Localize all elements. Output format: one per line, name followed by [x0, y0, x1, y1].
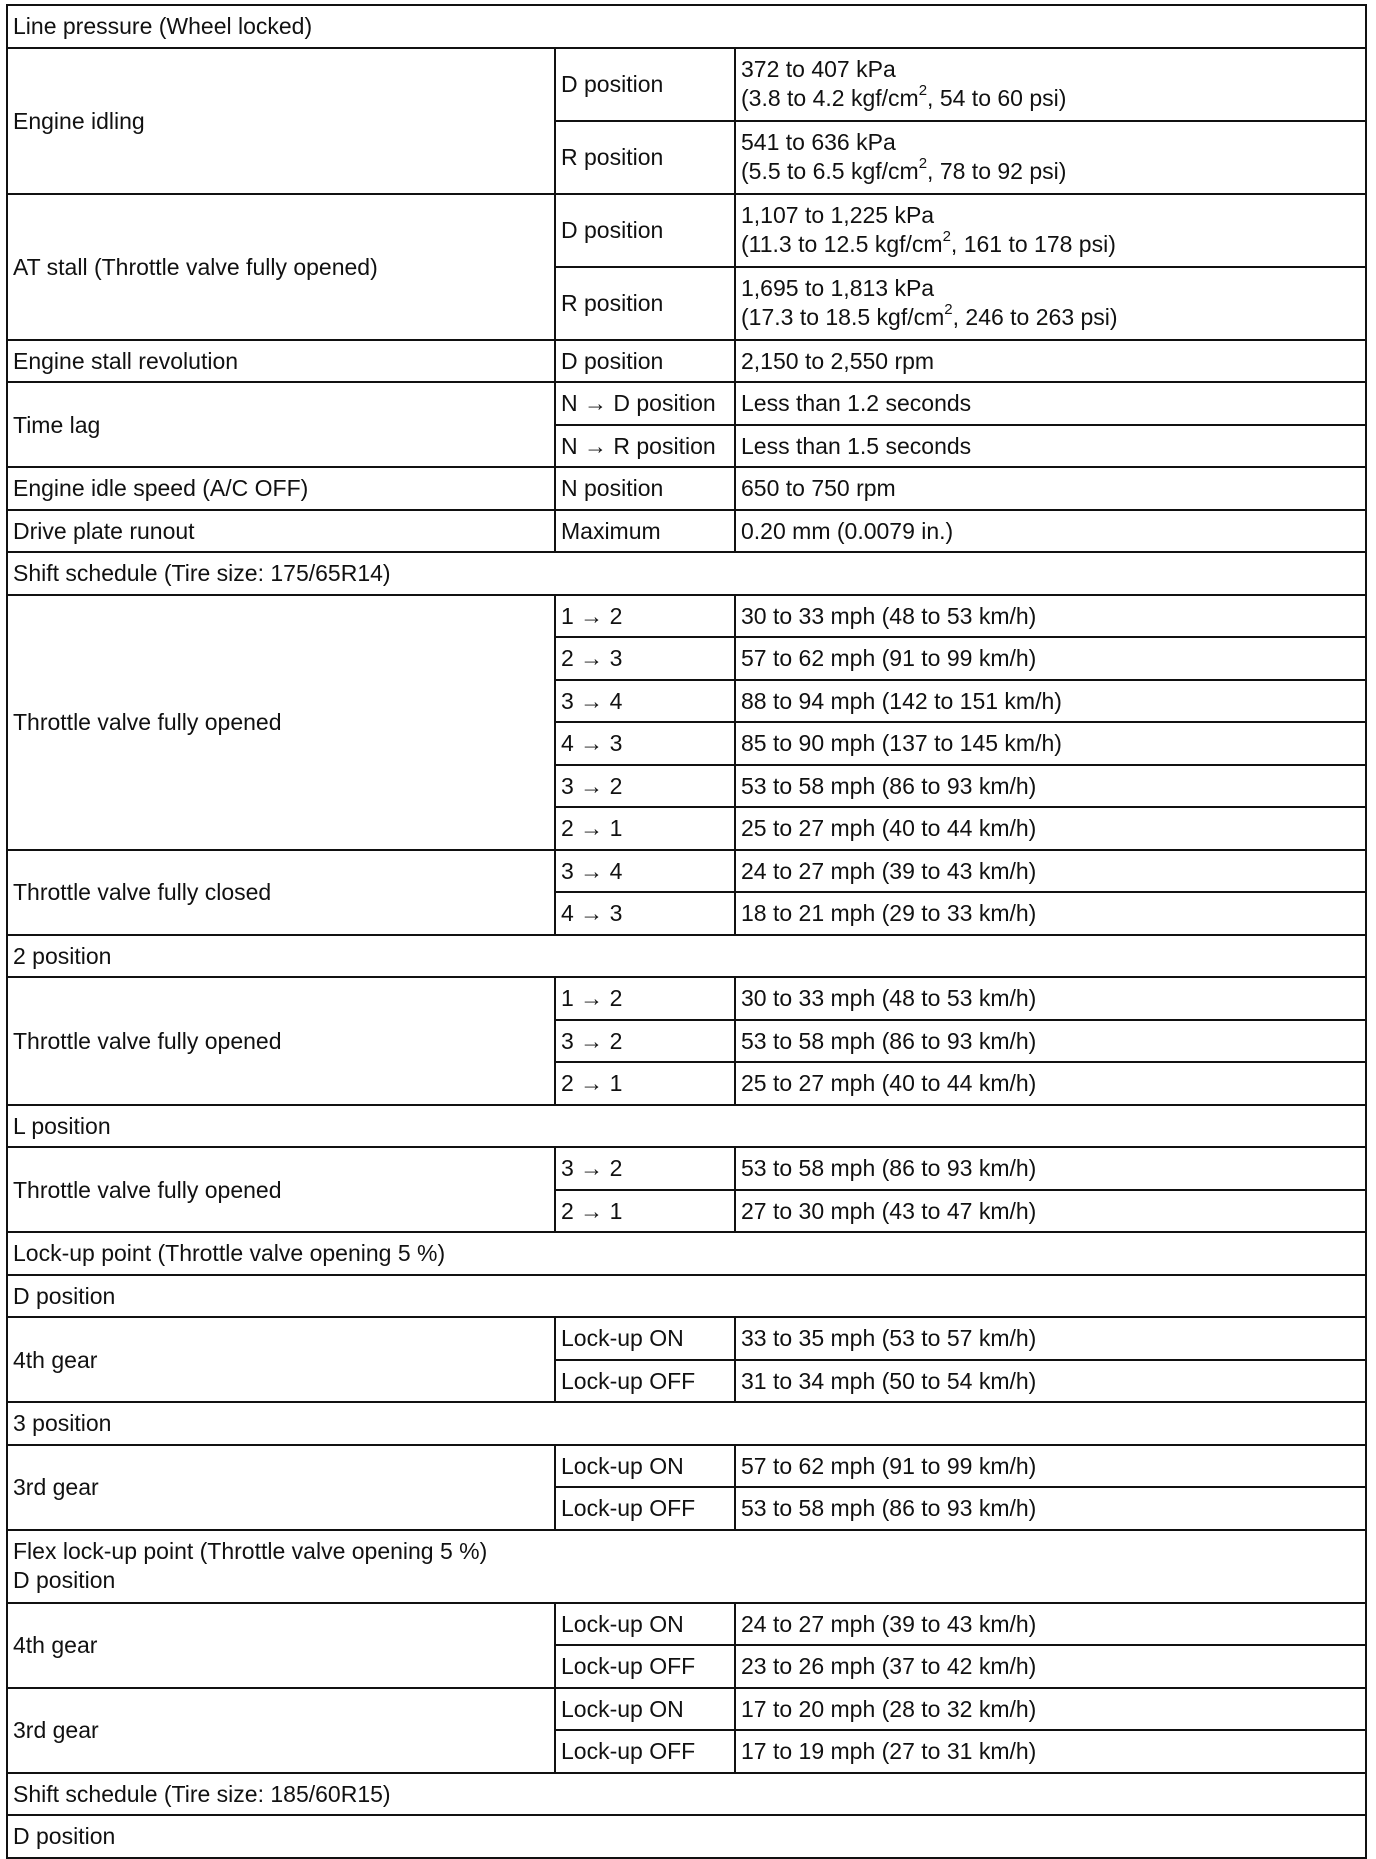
- row-label: Drive plate runout: [7, 510, 555, 553]
- value-line: 1,107 to 1,225 kPa: [741, 202, 935, 228]
- value-part: , 246 to 263 psi): [952, 304, 1118, 330]
- value-cell: 18 to 21 mph (29 to 33 km/h): [735, 892, 1366, 935]
- row-label: Engine idle speed (A/C OFF): [7, 467, 555, 510]
- table-row: [7, 552, 1366, 595]
- shift-cell: 3 → 4: [555, 850, 735, 893]
- table-row: [7, 1147, 1366, 1190]
- row-label: Throttle valve fully opened: [7, 595, 555, 850]
- table-row: [7, 1317, 1366, 1360]
- value-cell: [735, 194, 1366, 267]
- section-header: Shift schedule (Tire size: 175/65R14): [7, 552, 1366, 595]
- value-part: (11.3 to 12.5 kgf/cm: [741, 231, 943, 257]
- table-row: [7, 1232, 1366, 1275]
- state-cell: Lock-up OFF: [555, 1487, 735, 1530]
- shift-cell: 1 → 2: [555, 595, 735, 638]
- row-label: Throttle valve fully opened: [7, 977, 555, 1105]
- value-line: [741, 230, 1360, 259]
- condition-cell: D position: [555, 340, 735, 383]
- table-row: [7, 595, 1366, 638]
- state-cell: Lock-up ON: [555, 1603, 735, 1646]
- shift-cell: 3 → 2: [555, 765, 735, 808]
- value-cell: [735, 48, 1366, 121]
- value-cell: 53 to 58 mph (86 to 93 km/h): [735, 1147, 1366, 1190]
- value-cell: 17 to 19 mph (27 to 31 km/h): [735, 1730, 1366, 1773]
- value-line: 1,695 to 1,813 kPa: [741, 275, 935, 301]
- value-cell: 2,150 to 2,550 rpm: [735, 340, 1366, 383]
- section-header: Lock-up point (Throttle valve opening 5 %): [7, 1232, 1366, 1275]
- shift-cell: 3 → 2: [555, 1147, 735, 1190]
- section-header: D position: [7, 1815, 1366, 1858]
- value-cell: 24 to 27 mph (39 to 43 km/h): [735, 1603, 1366, 1646]
- table-row: [7, 1402, 1366, 1445]
- value-cell: 53 to 58 mph (86 to 93 km/h): [735, 1487, 1366, 1530]
- value-line: [741, 303, 1360, 332]
- superscript: 2: [918, 82, 928, 100]
- table-row: [7, 1773, 1366, 1816]
- value-cell: Less than 1.2 seconds: [735, 382, 1366, 425]
- superscript: 2: [918, 155, 928, 173]
- shift-cell: 2 → 1: [555, 807, 735, 850]
- section-header: 2 position: [7, 935, 1366, 978]
- condition-cell: N → R position: [555, 425, 735, 468]
- table-row: [7, 382, 1366, 425]
- row-label: Engine idling: [7, 48, 555, 194]
- state-cell: Lock-up ON: [555, 1688, 735, 1731]
- value-cell: 24 to 27 mph (39 to 43 km/h): [735, 850, 1366, 893]
- value-cell: 85 to 90 mph (137 to 145 km/h): [735, 722, 1366, 765]
- condition-cell: N → D position: [555, 382, 735, 425]
- value-part: , 78 to 92 psi): [927, 158, 1067, 184]
- value-cell: 88 to 94 mph (142 to 151 km/h): [735, 680, 1366, 723]
- section-header-line: Flex lock-up point (Throttle valve opening 5 %): [13, 1538, 488, 1564]
- table-row: [7, 510, 1366, 553]
- row-label: Time lag: [7, 382, 555, 467]
- table-row: [7, 850, 1366, 893]
- table-row: [7, 1815, 1366, 1858]
- superscript: 2: [944, 301, 953, 319]
- row-label: 4th gear: [7, 1317, 555, 1402]
- row-label: Throttle valve fully closed: [7, 850, 555, 935]
- row-label: AT stall (Throttle valve fully opened): [7, 194, 555, 340]
- value-cell: 57 to 62 mph (91 to 99 km/h): [735, 637, 1366, 680]
- value-cell: 30 to 33 mph (48 to 53 km/h): [735, 977, 1366, 1020]
- section-header: Line pressure (Wheel locked): [7, 5, 1366, 48]
- value-cell: 31 to 34 mph (50 to 54 km/h): [735, 1360, 1366, 1403]
- state-cell: Lock-up OFF: [555, 1645, 735, 1688]
- value-cell: 17 to 20 mph (28 to 32 km/h): [735, 1688, 1366, 1731]
- value-part: (17.3 to 18.5 kgf/cm: [741, 304, 945, 330]
- value-cell: 30 to 33 mph (48 to 53 km/h): [735, 595, 1366, 638]
- state-cell: Lock-up OFF: [555, 1360, 735, 1403]
- value-part: , 161 to 178 psi): [950, 231, 1116, 257]
- condition-cell: D position: [555, 194, 735, 267]
- section-header: 3 position: [7, 1402, 1366, 1445]
- table-row: [7, 977, 1366, 1020]
- table-row: [7, 467, 1366, 510]
- table-row: [7, 340, 1366, 383]
- value-part: , 54 to 60 psi): [927, 85, 1067, 111]
- condition-cell: R position: [555, 121, 735, 194]
- section-header: Shift schedule (Tire size: 185/60R15): [7, 1773, 1366, 1816]
- condition-cell: R position: [555, 267, 735, 340]
- shift-cell: 4 → 3: [555, 722, 735, 765]
- table-row: [7, 1445, 1366, 1488]
- value-cell: Less than 1.5 seconds: [735, 425, 1366, 468]
- condition-cell: N position: [555, 467, 735, 510]
- value-cell: 53 to 58 mph (86 to 93 km/h): [735, 765, 1366, 808]
- state-cell: Lock-up ON: [555, 1317, 735, 1360]
- section-header-line: D position: [13, 1567, 116, 1593]
- shift-cell: 4 → 3: [555, 892, 735, 935]
- table-row: [7, 48, 1366, 121]
- shift-cell: 3 → 2: [555, 1020, 735, 1063]
- shift-cell: 2 → 1: [555, 1062, 735, 1105]
- table-row: [7, 1603, 1366, 1646]
- section-header: [7, 1530, 1366, 1603]
- shift-cell: 2 → 3: [555, 637, 735, 680]
- table-row: [7, 1530, 1366, 1603]
- value-cell: [735, 267, 1366, 340]
- row-label: 4th gear: [7, 1603, 555, 1688]
- value-cell: 0.20 mm (0.0079 in.): [735, 510, 1366, 553]
- value-part: (3.8 to 4.2 kgf/cm: [741, 85, 919, 111]
- value-cell: 23 to 26 mph (37 to 42 km/h): [735, 1645, 1366, 1688]
- value-cell: [735, 121, 1366, 194]
- table-row: [7, 194, 1366, 267]
- value-cell: 25 to 27 mph (40 to 44 km/h): [735, 807, 1366, 850]
- value-cell: 57 to 62 mph (91 to 99 km/h): [735, 1445, 1366, 1488]
- value-part: (5.5 to 6.5 kgf/cm: [741, 158, 919, 184]
- value-line: [741, 84, 1360, 113]
- condition-cell: Maximum: [555, 510, 735, 553]
- value-cell: 650 to 750 rpm: [735, 467, 1366, 510]
- table-row: [7, 1105, 1366, 1148]
- table-row: [7, 5, 1366, 48]
- table-row: [7, 935, 1366, 978]
- value-cell: 33 to 35 mph (53 to 57 km/h): [735, 1317, 1366, 1360]
- row-label: 3rd gear: [7, 1688, 555, 1773]
- row-label: 3rd gear: [7, 1445, 555, 1530]
- table-row: [7, 1275, 1366, 1318]
- section-header: L position: [7, 1105, 1366, 1148]
- section-header: D position: [7, 1275, 1366, 1318]
- value-line: [741, 157, 1360, 186]
- condition-cell: D position: [555, 48, 735, 121]
- state-cell: Lock-up OFF: [555, 1730, 735, 1773]
- specification-table: [6, 4, 1367, 1859]
- value-cell: 53 to 58 mph (86 to 93 km/h): [735, 1020, 1366, 1063]
- value-line: 541 to 636 kPa: [741, 129, 896, 155]
- value-cell: 27 to 30 mph (43 to 47 km/h): [735, 1190, 1366, 1233]
- state-cell: Lock-up ON: [555, 1445, 735, 1488]
- value-line: 372 to 407 kPa: [741, 56, 896, 82]
- row-label: Throttle valve fully opened: [7, 1147, 555, 1232]
- table-row: [7, 1688, 1366, 1731]
- row-label: Engine stall revolution: [7, 340, 555, 383]
- shift-cell: 2 → 1: [555, 1190, 735, 1233]
- shift-cell: 1 → 2: [555, 977, 735, 1020]
- shift-cell: 3 → 4: [555, 680, 735, 723]
- superscript: 2: [942, 228, 951, 246]
- value-cell: 25 to 27 mph (40 to 44 km/h): [735, 1062, 1366, 1105]
